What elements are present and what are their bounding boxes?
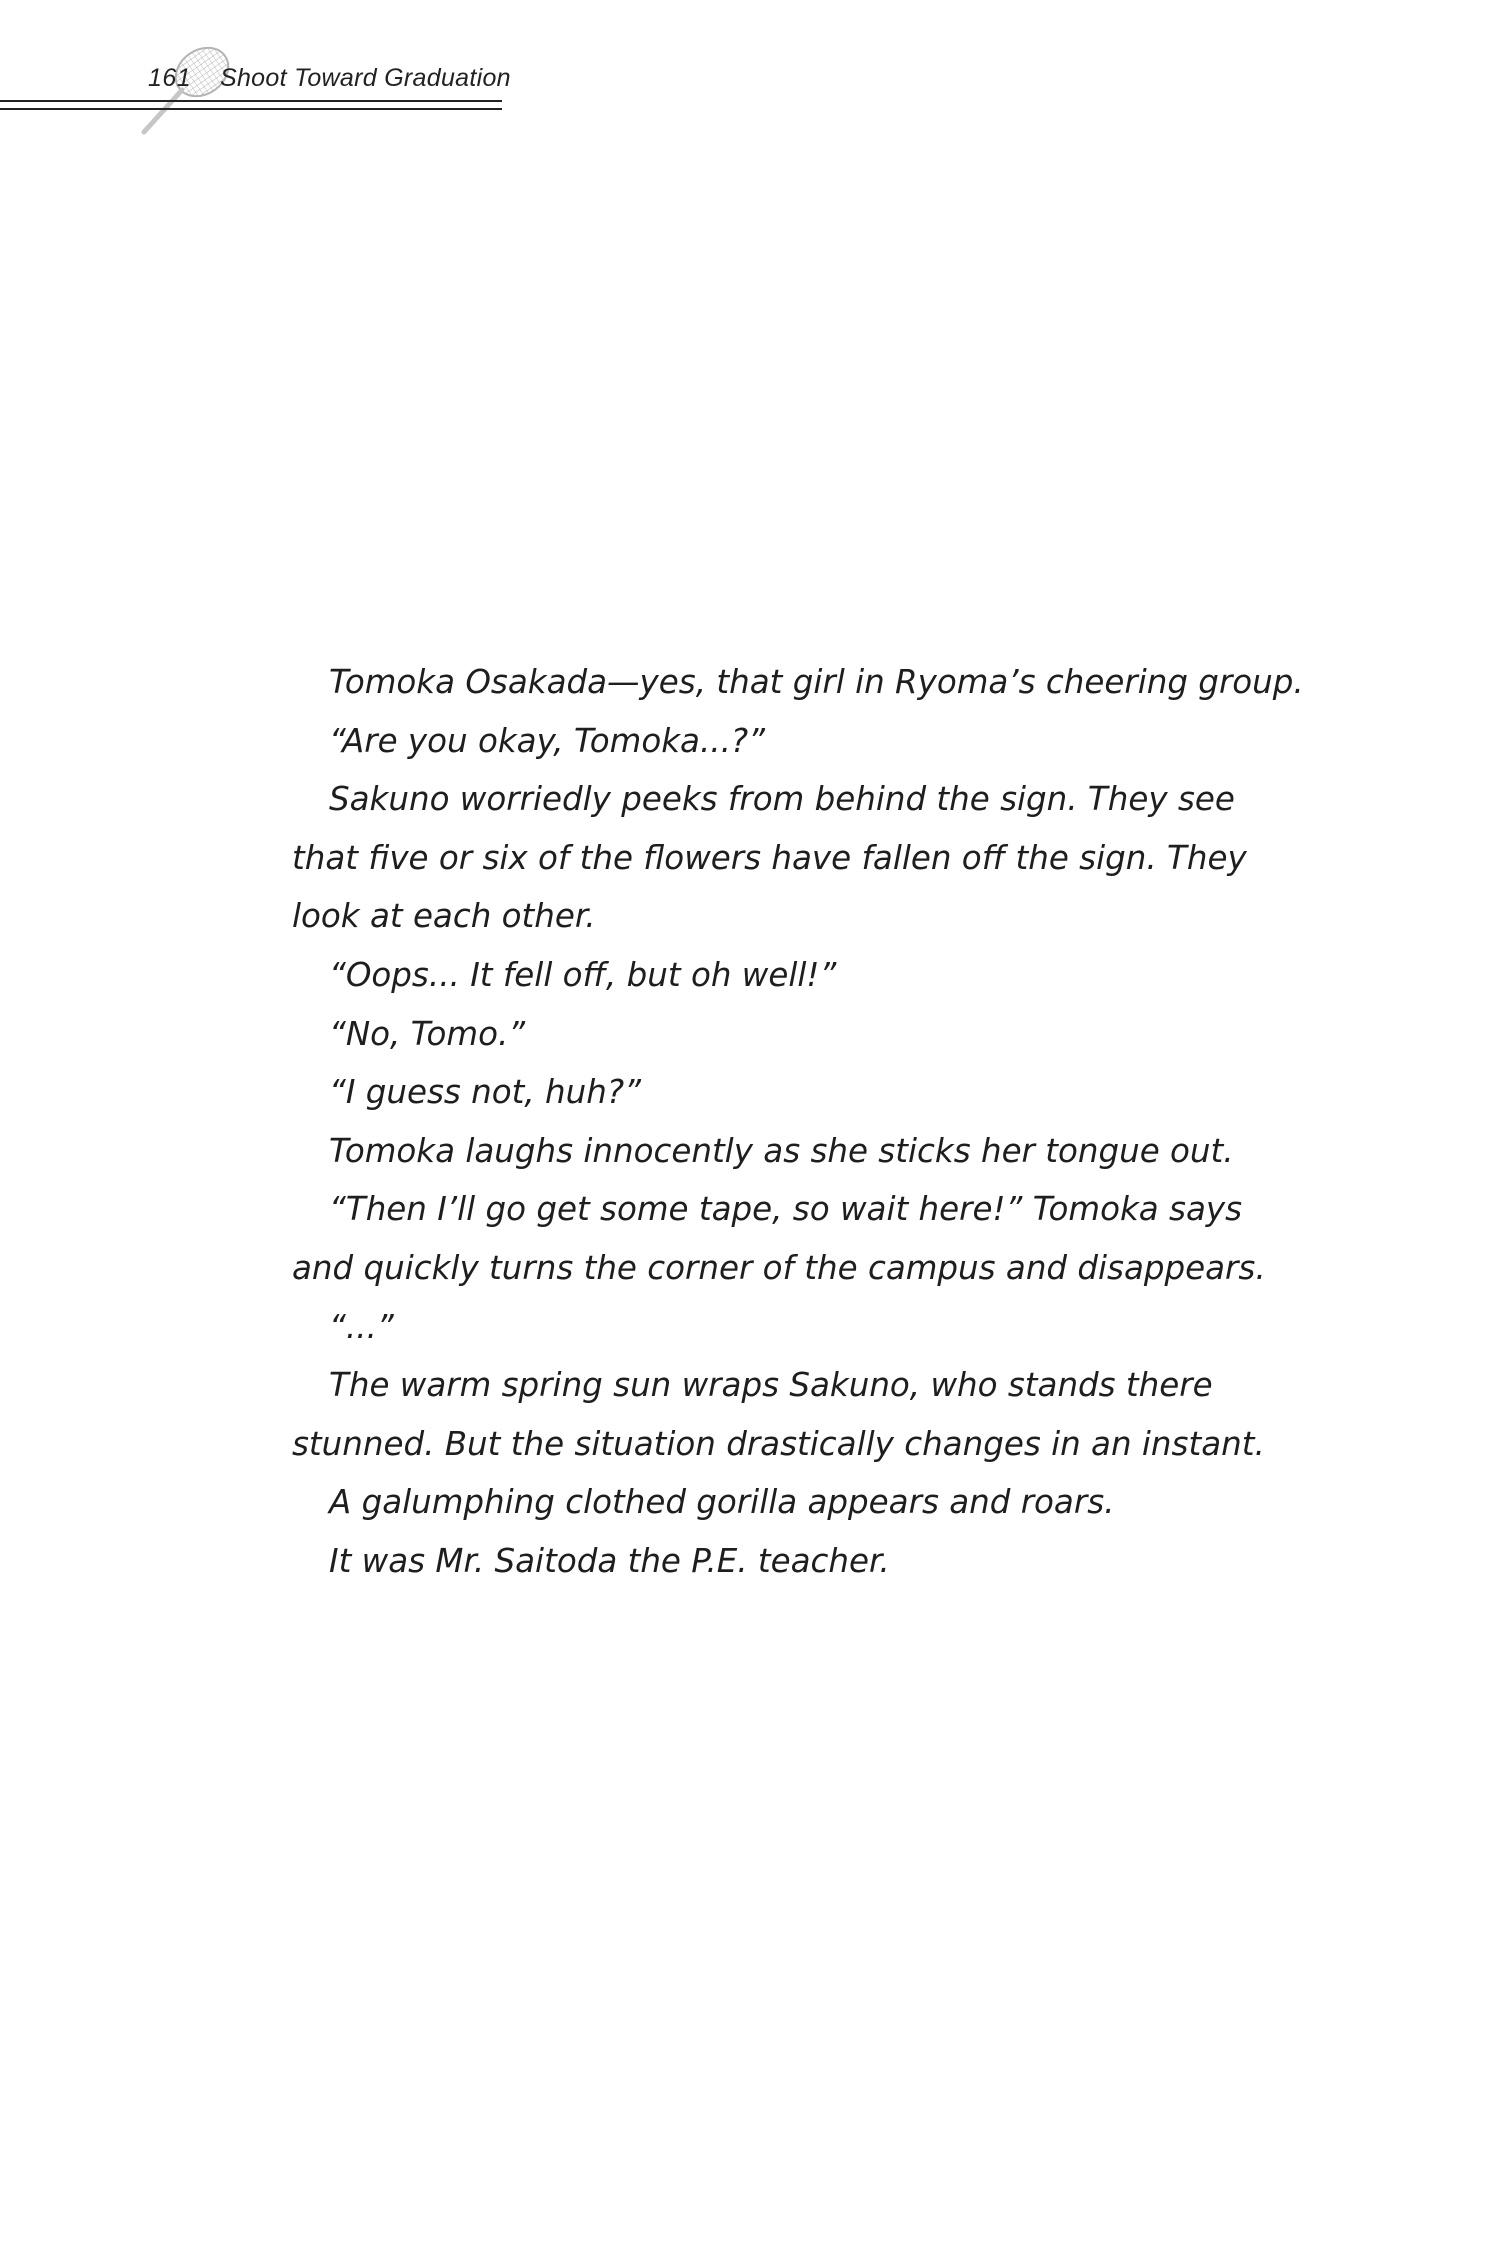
text-line: The warm spring sun wraps Sakuno, who stands there: [329, 1366, 1213, 1405]
tennis-racket-icon: [130, 40, 240, 150]
text-line: “Then I’ll go get some tape, so wait here!” Tomoka says: [329, 1190, 1243, 1229]
text-line: Tomoka laughs innocently as she sticks her tongue out.: [329, 1131, 1234, 1170]
text-line: and quickly turns the corner of the campus and disappears.: [292, 1248, 1266, 1287]
text-line: Sakuno worriedly peeks from behind the sign. They see: [329, 780, 1235, 819]
text-line: A galumphing clothed gorilla appears and roars.: [329, 1483, 1115, 1522]
text-line: “...”: [329, 1307, 394, 1346]
text-line: “Are you okay, Tomoka...?”: [329, 721, 766, 760]
text-line: look at each other.: [292, 897, 596, 936]
text-line: that five or six of the flowers have fallen off the sign. They: [292, 838, 1247, 877]
text-line: Tomoka Osakada—yes, that girl in Ryoma’s cheering group.: [329, 663, 1304, 701]
text-line: It was Mr. Saitoda the P.E. teacher.: [329, 1541, 890, 1580]
header-rule-top: [0, 100, 502, 102]
running-title: Shoot Toward Graduation: [220, 64, 511, 92]
page-number: 161: [148, 64, 192, 92]
text-line: “Oops... It fell off, but oh well!”: [329, 955, 837, 994]
story-text: [292, 653, 1304, 1591]
header-rule-bottom: [0, 108, 502, 110]
text-line: stunned. But the situation drastically changes in an instant.: [292, 1424, 1265, 1463]
text-line: “I guess not, huh?”: [329, 1073, 641, 1112]
running-header: [0, 40, 520, 160]
text-line: “No, Tomo.”: [329, 1014, 526, 1053]
